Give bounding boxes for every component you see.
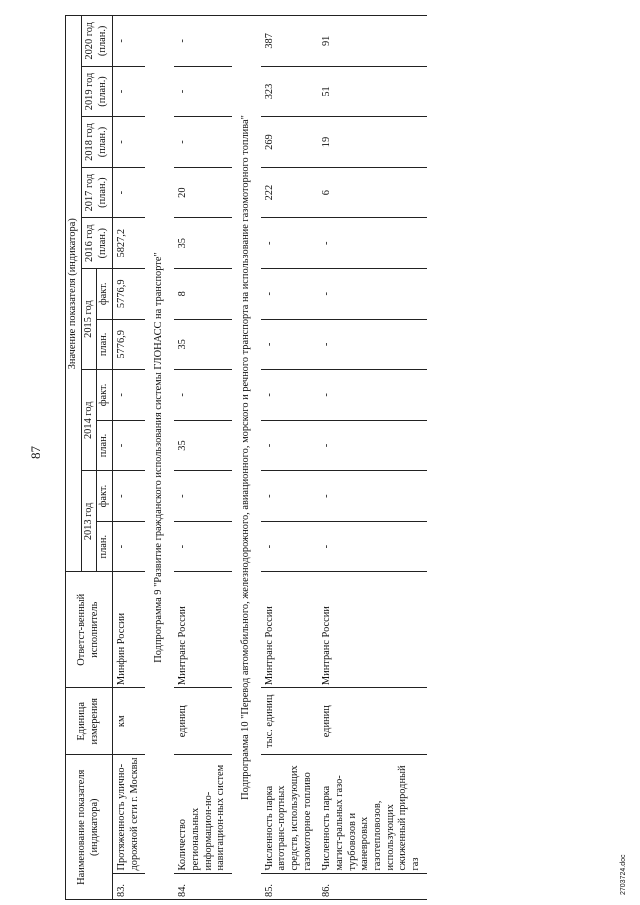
value-2017: 6: [318, 167, 427, 218]
value-2018: 19: [318, 117, 427, 168]
responsible-cell: Минтранс России: [174, 572, 232, 688]
header-responsible: Ответст-венный исполнитель: [66, 572, 113, 688]
value-2016: 5827,2: [113, 218, 146, 269]
value-2017: 20: [174, 167, 232, 218]
value-2014-fact: -: [261, 370, 319, 421]
subprogram-title: Подпрограмма 9 "Развитие гражданского использования системы ГЛОНАСС на транспорте": [145, 16, 174, 900]
indicator-name: Протяженность улично-дорожной сети г. Москвы: [113, 755, 146, 873]
header-2019: 2019 год (план.): [81, 66, 112, 117]
header-name: Наименование показателя (индикатора): [66, 755, 113, 900]
value-2017: -: [113, 167, 146, 218]
value-2013-plan: -: [261, 521, 319, 572]
subprogram-row: [145, 16, 174, 900]
value-2015-plan: 35: [174, 319, 232, 370]
footer-doc-id: 2703724.doc: [620, 854, 627, 895]
value-2014-plan: -: [318, 420, 427, 471]
header-2013-plan: план.: [97, 521, 113, 572]
value-2018: -: [113, 117, 146, 168]
value-2020: 387: [261, 16, 319, 67]
header-unit: Единица измерения: [66, 688, 113, 755]
value-2019: -: [113, 66, 146, 117]
unit-cell: км: [113, 688, 146, 755]
indicator-name: Численность парка автотранс-портных средств, использующих газомоторное топливо: [261, 755, 319, 873]
value-2014-plan: 35: [174, 420, 232, 471]
value-2015-plan: -: [261, 319, 319, 370]
indicator-name: Численность парка магист-ральных газо-турбовозов и маневровых газотепловозов, использующих сжиженный природный газ: [318, 755, 427, 873]
value-2019: -: [174, 66, 232, 117]
value-2015-plan: -: [318, 319, 427, 370]
value-2013-plan: -: [318, 521, 427, 572]
subprogram-title: Подпрограмма 10 "Перевод автомобильного, железнодорожного, авиационного, морского и речного транспорта на использование газомоторного топлива": [232, 16, 261, 900]
value-2020: -: [174, 16, 232, 67]
value-2019: 323: [261, 66, 319, 117]
row-number: 86.: [318, 873, 427, 899]
value-2020: -: [113, 16, 146, 67]
page-number: 87: [28, 446, 43, 459]
value-2015-fact: 5776,9: [113, 268, 146, 319]
unit-cell: единиц: [174, 688, 232, 755]
value-2016: -: [318, 218, 427, 269]
value-2017: 222: [261, 167, 319, 218]
table-row: [318, 16, 427, 900]
header-2016: 2016 год (план.): [81, 218, 112, 269]
value-2015-plan: 5776,9: [113, 319, 146, 370]
value-2015-fact: 8: [174, 268, 232, 319]
row-number: 83.: [113, 873, 146, 899]
row-number: 85.: [261, 873, 319, 899]
value-2013-fact: -: [174, 471, 232, 522]
responsible-cell: Минтранс России: [318, 572, 427, 688]
value-2014-plan: -: [113, 420, 146, 471]
header-2015-fact: факт.: [97, 268, 113, 319]
indicator-table: [65, 15, 427, 900]
value-2020: 91: [318, 16, 427, 67]
unit-cell: тыс. единиц: [261, 688, 319, 755]
header-2017: 2017 год (план.): [81, 167, 112, 218]
header-2014-fact: факт.: [97, 370, 113, 421]
value-2013-plan: -: [113, 521, 146, 572]
value-2013-fact: -: [318, 471, 427, 522]
row-number: 84.: [174, 873, 232, 899]
value-2016: -: [261, 218, 319, 269]
responsible-cell: Минтранс России: [261, 572, 319, 688]
value-2014-fact: -: [318, 370, 427, 421]
header-2013-fact: факт.: [97, 471, 113, 522]
value-2014-plan: -: [261, 420, 319, 471]
value-2016: 35: [174, 218, 232, 269]
indicator-name: Количество региональных информацион-но-навигацион-ных систем: [174, 755, 232, 873]
subprogram-row: [232, 16, 261, 900]
value-2018: 269: [261, 117, 319, 168]
table-row: [174, 16, 232, 900]
value-2013-fact: -: [261, 471, 319, 522]
value-2014-fact: -: [174, 370, 232, 421]
value-2015-fact: -: [261, 268, 319, 319]
unit-cell: единиц: [318, 688, 427, 755]
header-2015-plan: план.: [97, 319, 113, 370]
value-2019: 51: [318, 66, 427, 117]
value-2018: -: [174, 117, 232, 168]
header-2014-plan: план.: [97, 420, 113, 471]
header-2014: 2014 год: [81, 370, 97, 471]
header-values: Значение показателя (индикатора): [66, 16, 82, 572]
header-2020: 2020 год (план.): [81, 16, 112, 67]
header-2015: 2015 год: [81, 268, 97, 369]
table-row: [113, 16, 146, 900]
value-2013-fact: -: [113, 471, 146, 522]
value-2013-plan: -: [174, 521, 232, 572]
header-2018: 2018 год (план.): [81, 117, 112, 168]
table-row: [261, 16, 319, 900]
header-2013: 2013 год: [81, 471, 97, 572]
value-2014-fact: -: [113, 370, 146, 421]
responsible-cell: Минфин России: [113, 572, 146, 688]
value-2015-fact: -: [318, 268, 427, 319]
